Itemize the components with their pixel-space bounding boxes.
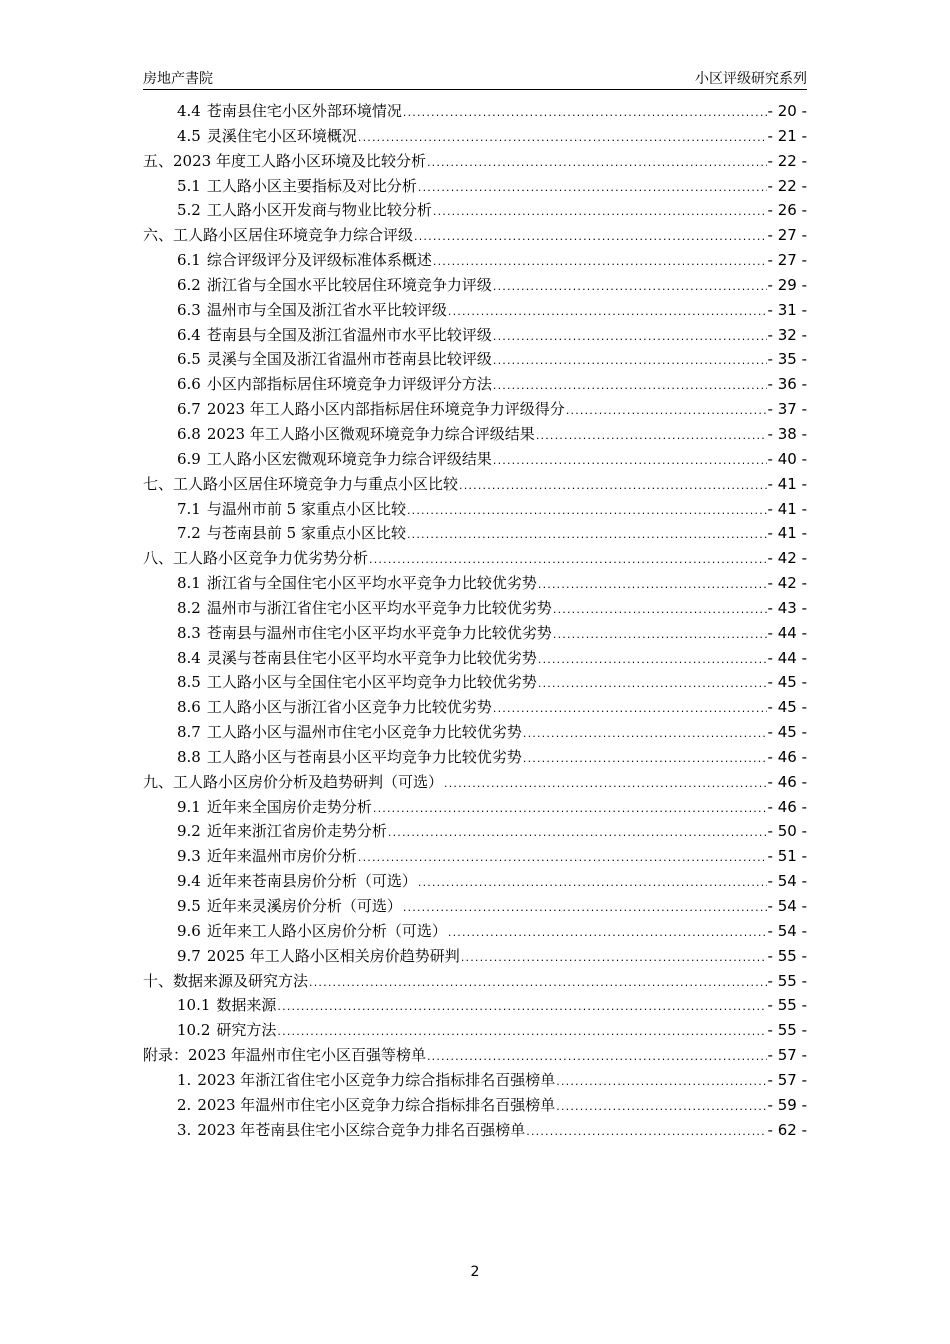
toc-entry-number: 8.8 — [177, 747, 201, 766]
toc-dot-leader — [358, 126, 767, 149]
toc-entry-page: - 55 - — [767, 946, 807, 965]
toc-section-entry[interactable] — [143, 124, 807, 149]
toc-entry-number: 7.1 — [177, 499, 201, 518]
toc-dot-leader — [493, 374, 767, 397]
toc-entry-page: - 62 - — [767, 1120, 807, 1139]
toc-entry-title: 小区内部指标居住环境竞争力评级评分方法 — [206, 375, 492, 394]
toc-entry-number: 八、 — [143, 549, 174, 568]
toc-entry-title: 研究方法 — [216, 1021, 277, 1040]
toc-dot-leader — [553, 623, 767, 646]
toc-entry-title: 灵溪住宅小区环境概况 — [206, 126, 357, 145]
toc-entry-number: 8.4 — [177, 648, 201, 667]
toc-entry-number: 附录： — [143, 1046, 189, 1065]
toc-dot-leader — [493, 349, 767, 372]
toc-entry-number: 9.5 — [177, 897, 201, 915]
toc-entry-title: 工人路小区竞争力优劣势分析 — [173, 549, 369, 568]
toc-section-entry[interactable] — [143, 248, 807, 273]
toc-entry-number: 8.1 — [177, 574, 201, 593]
toc-entry-title: 与温州市前 5 家重点小区比较 — [206, 499, 406, 518]
toc-entry-title: 灵溪与全国及浙江省温州市苍南县比较评级 — [206, 350, 492, 369]
toc-chapter-entry[interactable] — [143, 1043, 807, 1068]
toc-chapter-entry[interactable] — [143, 770, 807, 795]
toc-entry-page: - 26 - — [767, 201, 807, 220]
toc-section-entry[interactable] — [143, 447, 807, 472]
toc-entry-page: - 54 - — [767, 897, 807, 915]
toc-entry-title: 苍南县与全国及浙江省温州市水平比较评级 — [206, 325, 492, 344]
toc-entry-number: 6.4 — [177, 325, 201, 344]
toc-section-entry[interactable] — [143, 99, 807, 124]
toc-entry-number: 1. — [177, 1070, 192, 1089]
toc-entry-title: 灵溪与苍南县住宅小区平均水平竞争力比较优劣势 — [206, 648, 537, 667]
toc-dot-leader — [538, 672, 767, 695]
toc-entry-title: 近年来灵溪房价分析（可选） — [206, 897, 402, 915]
toc-dot-leader — [538, 573, 767, 596]
toc-entry-number: 8.2 — [177, 598, 201, 617]
toc-entry-title: 2023 年温州市住宅小区竞争力综合指标排名百强榜单 — [197, 1095, 556, 1114]
toc-entry-number: 5.1 — [177, 176, 201, 195]
toc-entry-number: 6.7 — [177, 400, 201, 419]
toc-entry-page: - 41 - — [767, 524, 807, 543]
toc-section-entry[interactable] — [143, 397, 807, 422]
toc-entry-page: - 57 - — [767, 1046, 807, 1065]
toc-entry-title: 2025 年工人路小区相关房价趋势研判 — [206, 946, 460, 965]
toc-entry-number: 7.2 — [177, 524, 201, 543]
toc-dot-leader — [388, 821, 767, 844]
toc-entry-number: 9.2 — [177, 822, 201, 841]
toc-entry-page: - 35 - — [767, 350, 807, 369]
toc-dot-leader — [309, 971, 767, 994]
toc-entry-page: - 55 - — [767, 971, 807, 990]
toc-entry-page: - 37 - — [767, 400, 807, 419]
toc-entry-title: 数据来源 — [216, 996, 277, 1015]
toc-entry-number: 4.4 — [177, 102, 201, 120]
toc-dot-leader — [448, 921, 767, 944]
toc-entry-title: 近年来工人路小区房价分析（可选） — [206, 921, 447, 940]
toc-entry-number: 6.8 — [177, 424, 201, 443]
toc-entry-page: - 45 - — [767, 723, 807, 742]
toc-chapter-entry[interactable] — [143, 472, 807, 497]
toc-entry-page: - 46 - — [767, 797, 807, 816]
toc-dot-leader — [427, 151, 767, 174]
toc-dot-leader — [433, 200, 767, 223]
toc-dot-leader — [536, 424, 767, 447]
toc-section-entry[interactable] — [143, 347, 807, 372]
toc-entry-number: 十、 — [143, 971, 174, 990]
toc-entry-number: 8.6 — [177, 698, 201, 717]
toc-entry-page: - 29 - — [767, 275, 807, 294]
toc-dot-leader — [556, 1070, 766, 1093]
toc-section-entry[interactable] — [143, 621, 807, 646]
toc-entry-title: 工人路小区房价分析及趋势研判（可选） — [173, 772, 444, 791]
toc-entry-number: 6.9 — [177, 449, 201, 468]
toc-section-entry[interactable] — [143, 670, 807, 695]
toc-entry-title: 工人路小区主要指标及对比分析 — [206, 176, 417, 195]
toc-entry-title: 温州市与全国及浙江省水平比较评级 — [206, 300, 447, 319]
toc-entry-page: - 55 - — [767, 1021, 807, 1040]
toc-entry-page: - 57 - — [767, 1070, 807, 1089]
toc-section-entry[interactable] — [143, 993, 807, 1018]
toc-entry-title: 工人路小区居住环境竞争力综合评级 — [173, 226, 414, 245]
toc-dot-leader — [556, 1095, 766, 1118]
toc-section-entry[interactable] — [143, 695, 807, 720]
toc-dot-leader — [493, 275, 767, 298]
toc-section-entry[interactable] — [143, 646, 807, 671]
toc-entry-title: 浙江省与全国住宅小区平均水平竞争力比较优劣势 — [206, 574, 537, 593]
toc-entry-page: - 31 - — [767, 300, 807, 319]
toc-entry-page: - 38 - — [767, 424, 807, 443]
toc-entry-number: 8.5 — [177, 673, 201, 692]
toc-entry-number: 6.3 — [177, 300, 201, 319]
toc-entry-title: 工人路小区与全国住宅小区平均竞争力比较优劣势 — [206, 673, 537, 692]
toc-entry-page: - 22 - — [767, 176, 807, 195]
toc-entry-page: - 41 - — [767, 499, 807, 518]
toc-section-entry[interactable] — [143, 844, 807, 869]
toc-section-entry[interactable] — [143, 894, 807, 919]
toc-dot-leader — [523, 747, 767, 770]
toc-entry-title: 工人路小区与温州市住宅小区竞争力比较优劣势 — [206, 723, 522, 742]
toc-entry-title: 苍南县住宅小区外部环境情况 — [206, 102, 402, 120]
toc-dot-leader — [369, 548, 767, 571]
toc-entry-page: - 43 - — [767, 598, 807, 617]
toc-entry-number: 3. — [177, 1120, 192, 1139]
toc-entry-number: 6.5 — [177, 350, 201, 369]
toc-entry-number: 9.7 — [177, 946, 201, 965]
toc-dot-leader — [277, 1020, 766, 1043]
toc-chapter-entry[interactable] — [143, 149, 807, 174]
toc-entry-page: - 50 - — [767, 822, 807, 841]
toc-dot-leader — [418, 871, 767, 894]
toc-entry-page: - 59 - — [767, 1095, 807, 1114]
toc-entry-title: 2023 年工人路小区内部指标居住环境竞争力评级得分 — [206, 400, 565, 419]
toc-entry-number: 6.6 — [177, 375, 201, 394]
toc-dot-leader — [444, 772, 767, 795]
toc-entry-number: 6.1 — [177, 251, 201, 270]
toc-entry-page: - 44 - — [767, 623, 807, 642]
toc-entry-number: 8.7 — [177, 723, 201, 742]
toc-section-entry[interactable] — [143, 869, 807, 894]
header-publisher: 房地产書院 — [143, 71, 213, 87]
toc-entry-page: - 54 - — [767, 872, 807, 891]
page-number: 2 — [470, 1264, 480, 1280]
toc-section-entry[interactable] — [143, 745, 807, 770]
toc-entry-page: - 27 - — [767, 226, 807, 245]
toc-chapter-entry[interactable] — [143, 969, 807, 994]
toc-section-entry[interactable] — [143, 1018, 807, 1043]
toc-entry-number: 9.6 — [177, 921, 201, 940]
toc-entry-title: 近年来浙江省房价走势分析 — [206, 822, 387, 841]
toc-entry-page: - 45 - — [767, 698, 807, 717]
toc-section-entry[interactable] — [143, 422, 807, 447]
toc-dot-leader — [459, 474, 767, 497]
toc-entry-page: - 32 - — [767, 325, 807, 344]
toc-entry-page: - 40 - — [767, 449, 807, 468]
toc-dot-leader — [373, 797, 767, 820]
toc-section-entry[interactable] — [143, 571, 807, 596]
toc-entry-title: 2023 年浙江省住宅小区竞争力综合指标排名百强榜单 — [197, 1070, 556, 1089]
toc-entry-number: 五、 — [143, 151, 174, 170]
toc-section-entry[interactable] — [143, 497, 807, 522]
toc-dot-leader — [358, 846, 767, 869]
toc-dot-leader — [403, 101, 767, 124]
toc-entry-page: - 20 - — [767, 102, 807, 120]
toc-dot-leader — [526, 1120, 766, 1143]
toc-entry-title: 工人路小区与苍南县小区平均竞争力比较优劣势 — [206, 747, 522, 766]
toc-dot-leader — [493, 449, 767, 472]
toc-dot-leader — [461, 946, 767, 969]
toc-dot-leader — [407, 499, 767, 522]
toc-entry-number: 10.1 — [177, 996, 211, 1015]
toc-dot-leader — [407, 523, 767, 546]
toc-dot-leader — [433, 250, 767, 273]
toc-entry-title: 近年来温州市房价分析 — [206, 847, 357, 866]
toc-entry-title: 数据来源及研究方法 — [173, 971, 309, 990]
toc-entry-title: 2023 年工人路小区微观环境竞争力综合评级结果 — [206, 424, 535, 443]
toc-entry-number: 8.3 — [177, 623, 201, 642]
toc-dot-leader — [538, 648, 767, 671]
toc-entry-page: - 27 - — [767, 251, 807, 270]
toc-chapter-entry[interactable] — [143, 546, 807, 571]
toc-dot-leader — [448, 300, 767, 323]
toc-chapter-entry[interactable] — [143, 223, 807, 248]
toc-entry-page: - 21 - — [767, 126, 807, 145]
toc-entry-page: - 45 - — [767, 673, 807, 692]
toc-entry-title: 工人路小区宏微观环境竞争力综合评级结果 — [206, 449, 492, 468]
toc-section-entry[interactable] — [143, 521, 807, 546]
toc-entry-page: - 46 - — [767, 772, 807, 791]
toc-section-entry[interactable] — [143, 1118, 807, 1143]
toc-dot-leader — [418, 176, 767, 199]
page-header — [143, 66, 807, 90]
toc-dot-leader — [427, 1045, 767, 1068]
toc-entry-title: 近年来全国房价走势分析 — [206, 797, 372, 816]
toc-dot-leader — [566, 399, 767, 422]
toc-section-entry[interactable] — [143, 372, 807, 397]
toc-section-entry[interactable] — [143, 323, 807, 348]
toc-section-entry[interactable] — [143, 819, 807, 844]
toc-entry-page: - 44 - — [767, 648, 807, 667]
toc-section-entry[interactable] — [143, 273, 807, 298]
toc-entry-number: 6.2 — [177, 275, 201, 294]
toc-entry-number: 10.2 — [177, 1021, 211, 1040]
table-of-contents — [143, 99, 807, 1142]
toc-entry-title: 综合评级评分及评级标准体系概述 — [206, 251, 432, 270]
toc-dot-leader — [493, 325, 767, 348]
toc-entry-page: - 22 - — [767, 151, 807, 170]
toc-dot-leader — [403, 896, 767, 919]
toc-entry-title: 工人路小区居住环境竞争力与重点小区比较 — [173, 474, 459, 493]
toc-section-entry[interactable] — [143, 1093, 807, 1118]
toc-entry-number: 七、 — [143, 474, 174, 493]
toc-entry-page: - 36 - — [767, 375, 807, 394]
toc-section-entry[interactable] — [143, 596, 807, 621]
toc-dot-leader — [553, 598, 767, 621]
toc-dot-leader — [414, 225, 767, 248]
toc-section-entry[interactable] — [143, 298, 807, 323]
toc-entry-page: - 42 - — [767, 549, 807, 568]
toc-entry-page: - 42 - — [767, 574, 807, 593]
toc-section-entry[interactable] — [143, 720, 807, 745]
toc-entry-number: 九、 — [143, 772, 174, 791]
toc-entry-title: 2023 年温州市住宅小区百强等榜单 — [188, 1046, 426, 1065]
toc-section-entry[interactable] — [143, 198, 807, 223]
toc-entry-title: 浙江省与全国水平比较居住环境竞争力评级 — [206, 275, 492, 294]
toc-section-entry[interactable] — [143, 174, 807, 199]
toc-dot-leader — [277, 995, 766, 1018]
toc-entry-number: 9.1 — [177, 797, 201, 816]
toc-entry-title: 近年来苍南县房价分析（可选） — [206, 872, 417, 891]
toc-entry-title: 苍南县与温州市住宅小区平均水平竞争力比较优劣势 — [206, 623, 552, 642]
toc-section-entry[interactable] — [143, 919, 807, 944]
toc-entry-title: 与苍南县前 5 家重点小区比较 — [206, 524, 406, 543]
header-series-title: 小区评级研究系列 — [695, 71, 807, 87]
toc-entry-title: 工人路小区与浙江省小区竞争力比较优劣势 — [206, 698, 492, 717]
toc-entry-title: 2023 年苍南县住宅小区综合竞争力排名百强榜单 — [197, 1120, 526, 1139]
toc-entry-title: 温州市与浙江省住宅小区平均水平竞争力比较优劣势 — [206, 598, 552, 617]
toc-entry-number: 9.3 — [177, 847, 201, 866]
toc-entry-title: 工人路小区开发商与物业比较分析 — [206, 201, 432, 220]
toc-dot-leader — [523, 722, 767, 745]
toc-section-entry[interactable] — [143, 795, 807, 820]
toc-entry-number: 4.5 — [177, 126, 201, 145]
toc-entry-number: 9.4 — [177, 872, 201, 891]
toc-entry-page: - 55 - — [767, 996, 807, 1015]
toc-dot-leader — [493, 697, 767, 720]
toc-section-entry[interactable] — [143, 944, 807, 969]
toc-entry-number: 5.2 — [177, 201, 201, 220]
toc-entry-page: - 41 - — [767, 474, 807, 493]
toc-entry-page: - 54 - — [767, 921, 807, 940]
toc-section-entry[interactable] — [143, 1068, 807, 1093]
toc-entry-title: 2023 年度工人路小区环境及比较分析 — [173, 151, 426, 170]
toc-entry-number: 六、 — [143, 226, 174, 245]
toc-entry-number: 2. — [177, 1095, 192, 1114]
toc-entry-page: - 46 - — [767, 747, 807, 766]
toc-entry-page: - 51 - — [767, 847, 807, 866]
